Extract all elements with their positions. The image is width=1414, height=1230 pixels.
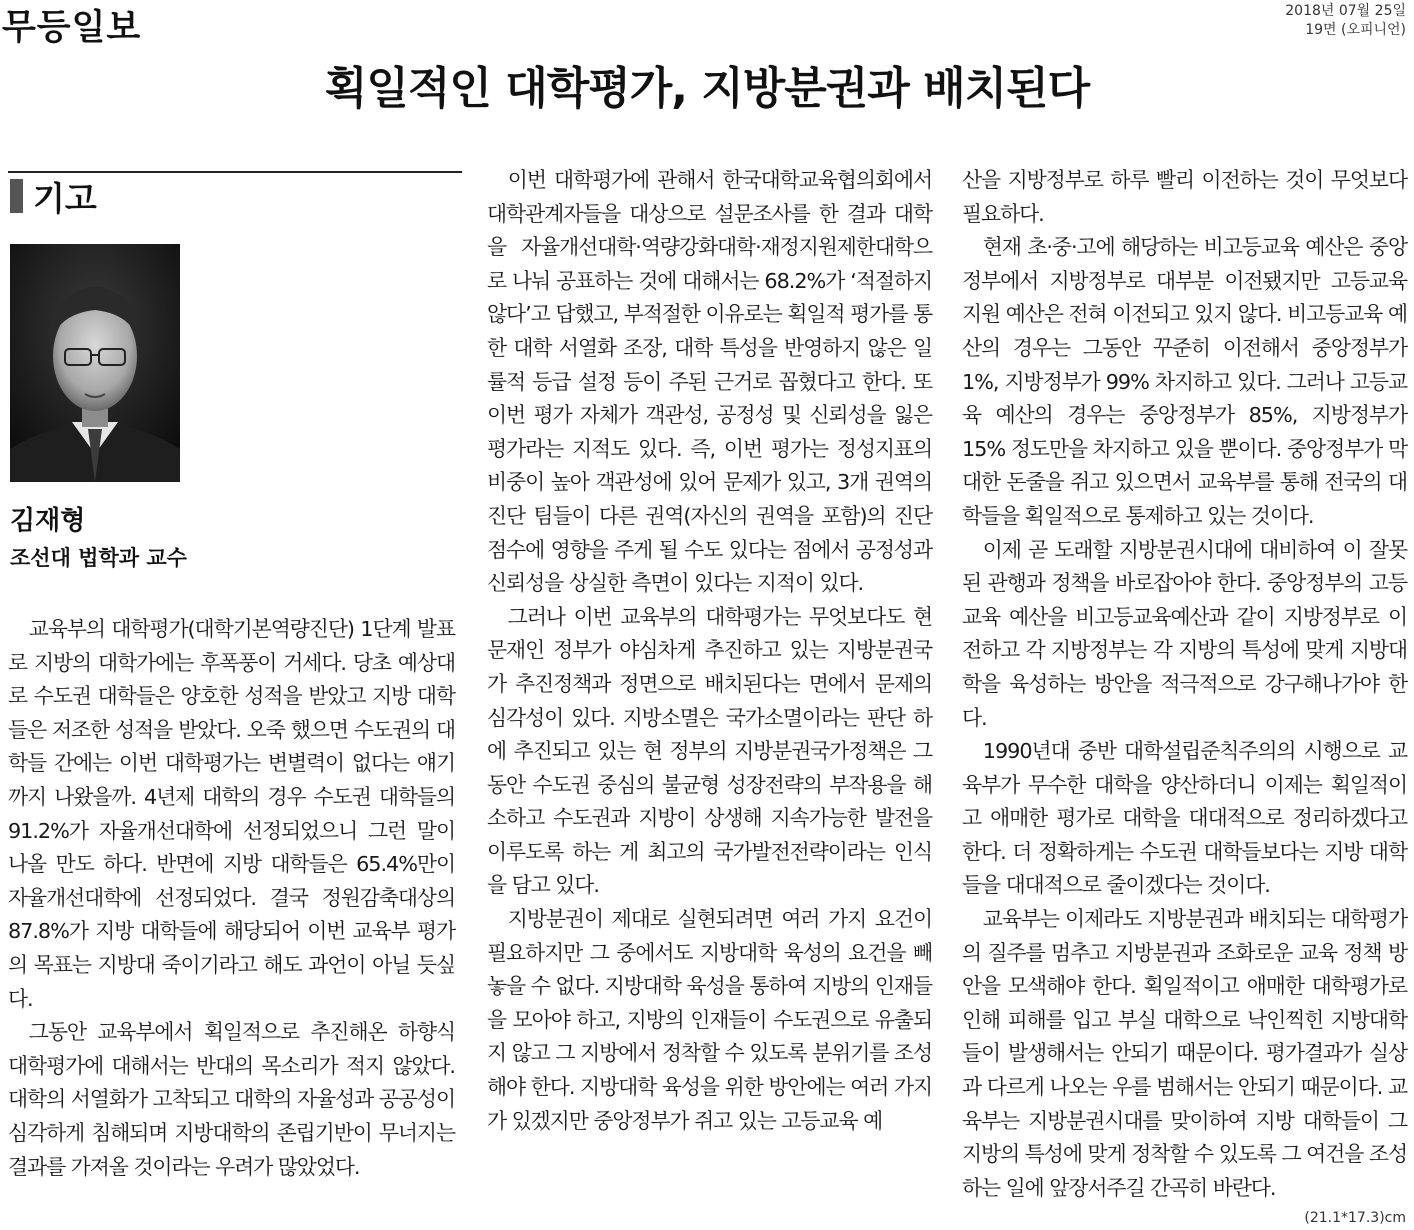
paragraph: 그러나 이번 교육부의 대학평가는 무엇보다도 현 문재인 정부가 야심차게 추진하고 있는 지방분권국가 추진정책과 정면으로 배치된다는 면에서 문제의 심각성이 있다. 지방소멸은 국가소멸이라는 판단 하에 추진되고 있는 현 정부의 지방분권국가정책은 그동안 수도권 중심의 불균형 성장전략의 부작용을 해소하고 수도권과 지방이 상생해 지속가능한 발전을 이루도록 하는 게 최고의 국가발전전략이라는 인식을 담고 있다.	[487, 604, 932, 898]
author-affiliation: 조선대 법학과 교수	[10, 546, 187, 570]
paragraph: 교육부의 대학평가(대학기본역량진단) 1단계 발표로 지방의 대학가에는 후폭풍이 거세다. 당초 예상대로 수도권 대학들은 양호한 성적을 받았고 지방 대학들은 저조한 성적을 받았다. 오죽 했으면 수도권의 대학들 간에는 이번 대학평가는 변별력이 없다는 얘기까지 나왔을까. 4년제 대학의 경우 수도권 대학들의 91.2%가 자율개선대학에 선정되었으니 그런 말이 나올 만도 하다. 반면에 지방 대학들은 65.4%만이 자율개선대학에 선정되었다. 결국 정원감축대상의 87.8%가 지방 대학들에 해당되어 이번 교육부 평가의 목표는 지방대 죽이기라고 해도 과언이 아닐 듯싶다.	[8, 617, 455, 1011]
author-photo	[10, 244, 180, 482]
paragraph: 이번 대학평가에 관해서 한국대학교육협의회에서 대학관계자들을 대상으로 설문조사를 한 결과 대학을 자율개선대학·역량강화대학·재정지원제한대학으로 나눠 공표하는 것에 대해서는 68.2%가 ‘적절하지 않다’고 답했고, 부적절한 이유로는 획일적 평가를 통한 대학 서열화 조장, 대학 특성을 반영하지 않은 일률적 등급 설정 등이 주된 근거로 꼽혔다고 한다. 또 이번 평가 자체가 객관성, 공정성 및 신뢰성을 잃은 평가라는 지적도 있다. 즉, 이번 평가는 정성지표의 비중이 높아 객관성에 있어 문제가 있고, 3개 권역의 진단 팀들이 다른 권역(자신의 권역을 포함)의 진단점수에 영향을 주게 될 수도 있다는 점에서 공정성과 신뢰성을 상실한 측면이 있다는 지적이 있다.	[487, 168, 932, 596]
section-label-text: 기고	[33, 178, 97, 218]
paragraph: 현재 초·중·고에 해당하는 비고등교육 예산은 중앙정부에서 지방정부로 대부분 이전됐지만 고등교육 지원 예산은 전혀 이전되고 있지 않다. 비고등교육 예산의 경우는 그동안 꾸준히 이전해서 중앙정부가 1%, 지방정부가 99% 차지하고 있다. 그러나 고등교육 예산의 경우는 중앙정부가 85%, 지방정부가 15% 정도만을 차지하고 있을 뿐이다. 중앙정부가 막대한 돈줄을 쥐고 있으면서 교육부를 통해 전국의 대학들을 획일적으로 통제하고 있는 것이다.	[962, 235, 1407, 528]
article-column-2	[487, 164, 932, 1138]
issue-meta	[1285, 2, 1406, 40]
paragraph: 산을 지방정부로 하루 빨리 이전하는 것이 무엇보다 필요하다.	[962, 168, 1407, 226]
section-label	[10, 178, 97, 218]
clipping-size: (21.1*17.3)cm	[1304, 1210, 1406, 1226]
author-name: 김재형	[10, 506, 86, 536]
author-portrait-image	[10, 244, 180, 482]
issue-date: 2018년 07월 25일	[1285, 3, 1406, 19]
paragraph: 그동안 교육부에서 획일적으로 추진해온 하향식 대학평가에 대해서는 반대의 목소리가 적지 않았다. 대학의 서열화가 고착되고 대학의 자율성과 공공성이 심각하게 침해되며 지방대학의 존립기반이 무너지는 결과를 가져올 것이라는 우려가 많았었다.	[8, 1020, 455, 1179]
article-column-3	[962, 164, 1407, 1205]
paragraph: 1990년대 중반 대학설립준칙주의의 시행으로 교육부가 무수한 대학을 양산하더니 이제는 획일적이고 애매한 평가로 대학을 대대적으로 정리하겠다고 한다. 더 정확하게는 수도권 대학들보다는 지방 대학들을 대대적으로 줄이겠다는 것이다.	[962, 739, 1407, 898]
article-headline: 획일적인 대학평가, 지방분권과 배치된다	[324, 63, 1090, 114]
paragraph: 교육부는 이제라도 지방분권과 배치되는 대학평가의 질주를 멈추고 지방분권과 조화로운 교육 정책 방안을 모색해야 한다. 획일적이고 애매한 대학평가로 인해 피해를 입고 부실 대학으로 낙인찍힌 지방대학들이 발생해서는 안되기 때문이다. 평가결과가 실상과 다르게 나오는 우를 범해서는 안되기 때문이다. 교육부는 지방분권시대를 맞이하여 지방 대학들이 그 지방의 특성에 맞게 정착할 수 있도록 그 여건을 조성하는 일에 앞장서주길 간곡히 바란다.	[962, 907, 1407, 1200]
section-marker	[10, 179, 23, 213]
paragraph: 이제 곧 도래할 지방분권시대에 대비하여 이 잘못된 관행과 정책을 바로잡아야 한다. 중앙정부의 고등교육 예산을 비고등교육예산과 같이 지방정부로 이전하고 각 지방정부는 각 지방의 특성에 맞게 지방대학을 육성하는 방안을 적극적으로 강구해나가야 한다.	[962, 537, 1407, 730]
paragraph: 지방분권이 제대로 실현되려면 여러 가지 요건이 필요하지만 그 중에서도 지방대학 육성의 요건을 빼놓을 수 없다. 지방대학 육성을 통하여 지방의 인재들을 모아야 하고, 지방의 인재들이 수도권으로 유출되지 않고 그 지방에서 정착할 수 있도록 분위기를 조성해야 한다. 지방대학 육성을 위한 방안에는 여러 가지가 있겠지만 중앙정부가 쥐고 있는 고등교육 예	[487, 907, 932, 1133]
issue-page: 19면 (오피니언)	[1305, 22, 1406, 38]
newspaper-logo: 무등일보	[2, 8, 142, 48]
